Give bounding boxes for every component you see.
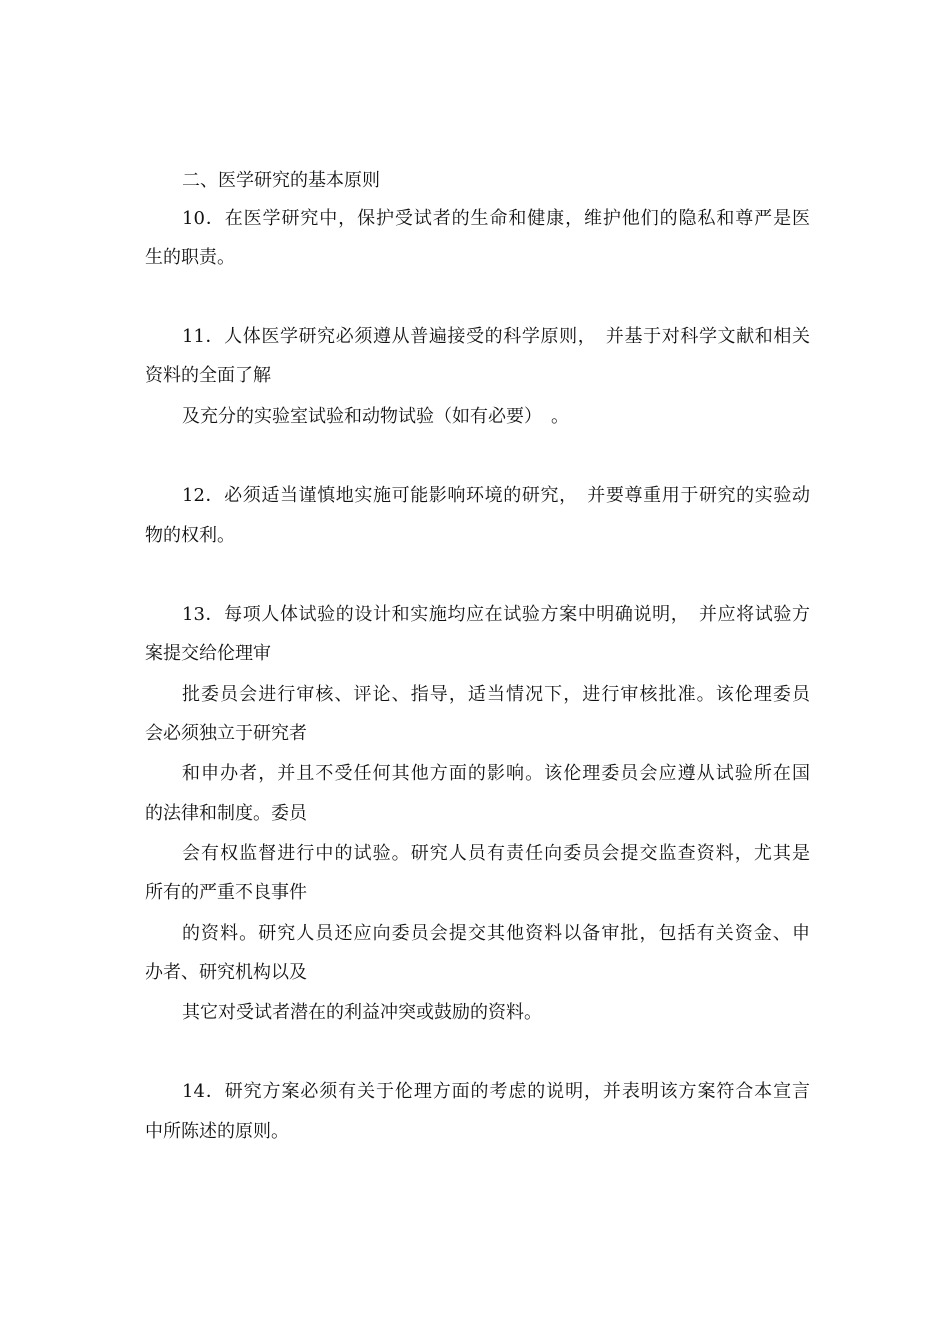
paragraph-12-line-2: 物的权利。: [145, 525, 235, 546]
paragraph-13-line-11: 其它对受试者潜在的利益冲突或鼓励的资料。: [182, 1002, 542, 1023]
section-heading: 二、医学研究的基本原则: [182, 170, 380, 191]
paragraph-13-line-3: 批委员会进行审核、评论、指导，适当情况下，进行审核批准。该伦理委员: [182, 684, 810, 705]
paragraph-11-line-3: 及充分的实验室试验和动物试验（如有必要） 。: [182, 406, 569, 427]
paragraph-13-line-5: 和申办者，并且不受任何其他方面的影响。该伦理委员会应遵从试验所在国: [182, 763, 810, 784]
paragraph-10-line-1: 10．在医学研究中，保护受试者的生命和健康，维护他们的隐私和尊严是医: [182, 208, 810, 229]
paragraph-10-line-2: 生的职责。: [145, 247, 235, 268]
paragraph-13-line-9: 的资料。研究人员还应向委员会提交其他资料以备审批，包括有关资金、申: [182, 923, 810, 944]
paragraph-13-line-1: 13．每项人体试验的设计和实施均应在试验方案中明确说明， 并应将试验方: [182, 604, 810, 625]
paragraph-13-line-10: 办者、研究机构以及: [145, 962, 307, 983]
paragraph-13-line-6: 的法律和制度。委员: [145, 803, 307, 824]
paragraph-13-line-2: 案提交给伦理审: [145, 643, 271, 664]
paragraph-11-line-1: 11．人体医学研究必须遵从普遍接受的科学原则， 并基于对科学文献和相关: [182, 326, 810, 347]
paragraph-14-line-2: 中所陈述的原则。: [145, 1121, 289, 1142]
paragraph-13-line-4: 会必须独立于研究者: [145, 723, 307, 744]
paragraph-13-line-8: 所有的严重不良事件: [145, 882, 307, 903]
paragraph-14-line-1: 14．研究方案必须有关于伦理方面的考虑的说明，并表明该方案符合本宣言: [182, 1081, 810, 1102]
paragraph-13-line-7: 会有权监督进行中的试验。研究人员有责任向委员会提交监查资料，尤其是: [182, 843, 810, 864]
paragraph-12-line-1: 12．必须适当谨慎地实施可能影响环境的研究， 并要尊重用于研究的实验动: [182, 485, 810, 506]
paragraph-11-line-2: 资料的全面了解: [145, 365, 271, 386]
